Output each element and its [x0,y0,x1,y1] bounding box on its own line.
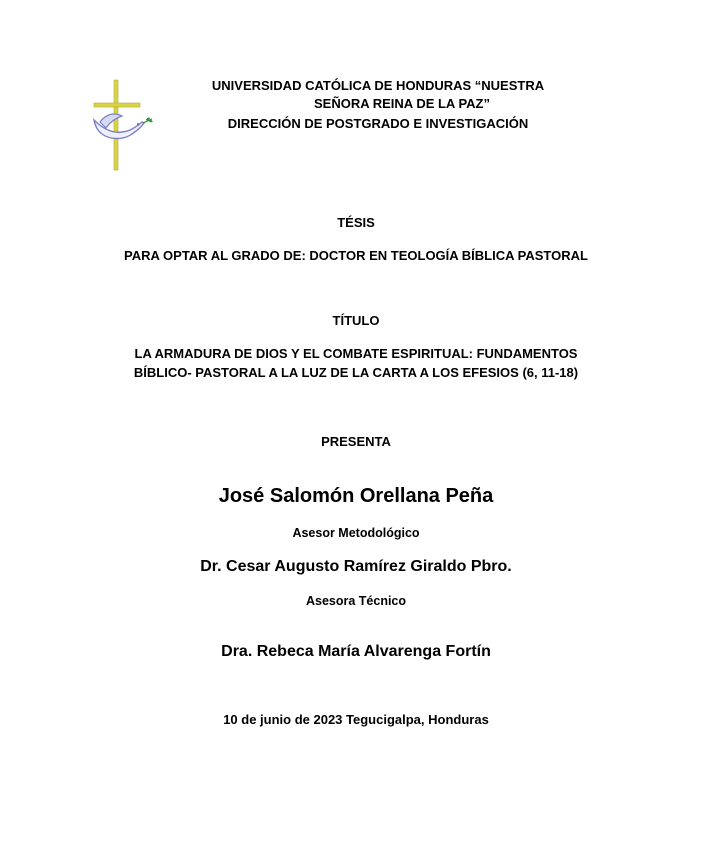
university-logo [86,78,156,174]
degree-line: PARA OPTAR AL GRADO DE: DOCTOR EN TEOLOGÍA BÍBLICA PASTORAL [124,248,588,263]
cross-dove-icon [86,78,156,174]
author-name: José Salomón Orellana Peña [218,485,494,507]
date-place: 10 de junio de 2023 Tegucigalpa, Honduras [223,712,489,727]
title-label: TÍTULO [332,313,380,328]
presents-label: PRESENTA [321,434,391,449]
technical-advisor-label: Asesora Técnico [305,594,407,608]
methodological-advisor-label: Asesor Metodológico [292,526,420,540]
technical-advisor-name: Dra. Rebeca María Alvarenga Fortín [221,643,491,660]
thesis-cover-page: UNIVERSIDAD CATÓLICA DE HONDURAS “NUESTRA SEÑORA REINA DE LA PAZ” DIRECCIÓN DE POSTGRADO E INVESTIGACIÓN TÉSIS PARA OPTAR AL GRADO DE: DOCTOR EN TEOLOGÍA BÍBLICA PASTORAL TÍTULO LA ARMADURA DE DIOS Y EL COMBATE ESPIRITUAL: FUNDAMENTOS BÍBLICO- PASTORAL A LA LUZ DE LA CARTA A LOS EFESIOS (6, 11-18) PRESENTA José Salomón Orellana Peña Asesor Metodológico Dr. Cesar Augusto Ramírez Giraldo Pbro. Asesora Técnico Dra. Rebeca María Alvarenga Fortín 10 de junio de 2023 Tegucigalpa, Honduras [0,0,712,854]
thesis-title-line2: BÍBLICO- PASTORAL A LA LUZ DE LA CARTA A LOS EFESIOS (6, 11-18) [133,365,579,380]
methodological-advisor-name: Dr. Cesar Augusto Ramírez Giraldo Pbro. [200,558,512,575]
thesis-label: TÉSIS [337,215,375,230]
thesis-title-line1: LA ARMADURA DE DIOS Y EL COMBATE ESPIRITUAL: FUNDAMENTOS [134,346,578,361]
